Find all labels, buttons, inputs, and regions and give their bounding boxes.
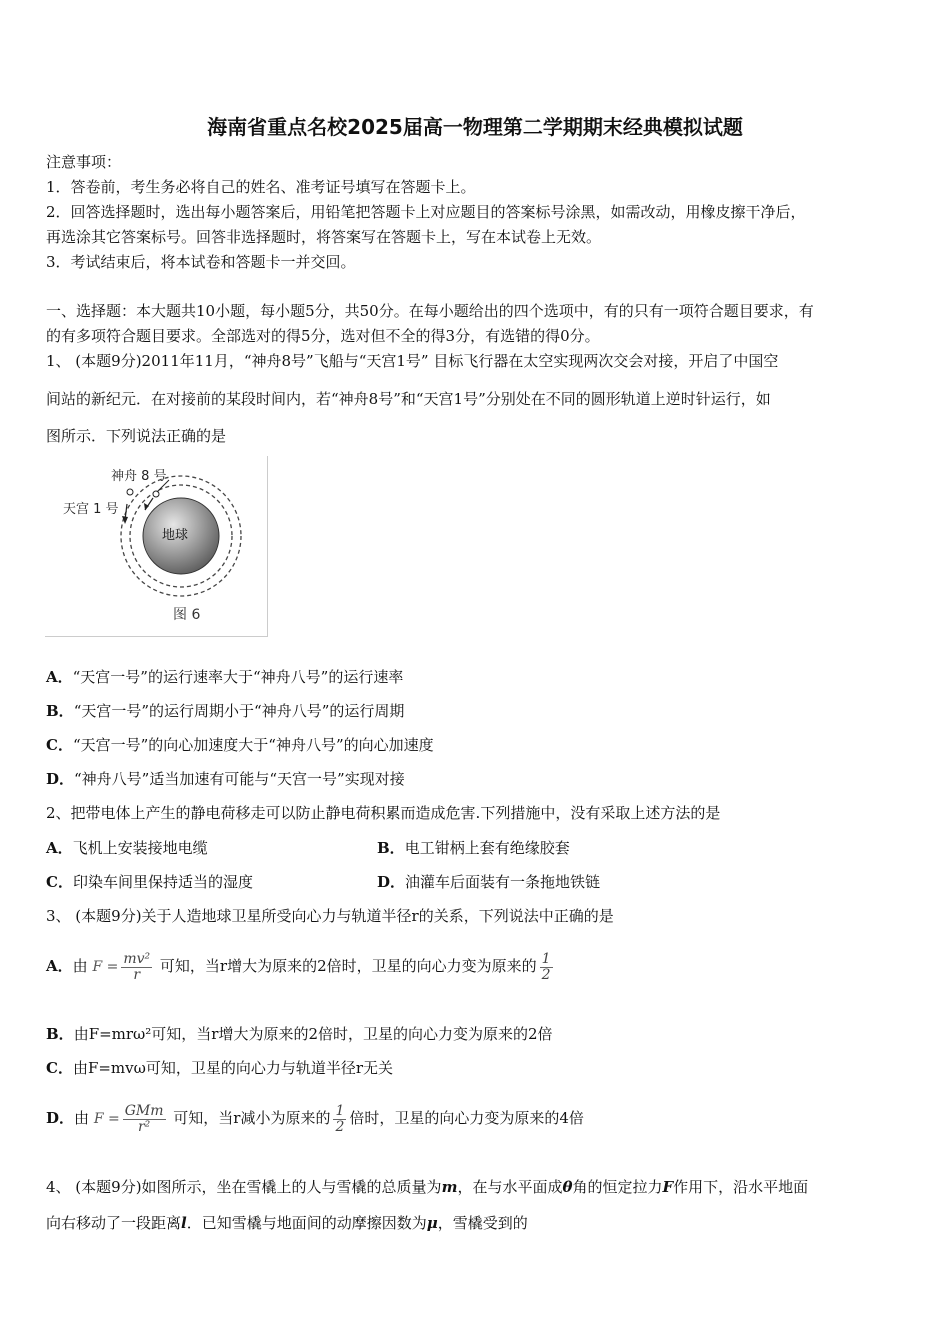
formula-lhs: F =: [93, 1111, 120, 1127]
formula-numerator: GMm: [124, 1102, 164, 1119]
formula-fraction: [123, 1104, 166, 1135]
option-key: D．: [46, 770, 75, 788]
orbit-diagram: [45, 456, 267, 636]
q4-text: 向右移动了一段距离: [46, 1214, 182, 1232]
q1-option-a: [46, 667, 403, 687]
q2-option-b: [377, 838, 570, 858]
option-text: 由F=mvω可知，卫星的向心力与轨道半径r无关: [72, 1059, 394, 1077]
option-key: A．: [46, 839, 73, 857]
q2-option-c: [46, 872, 253, 892]
option-key: B．: [46, 702, 74, 720]
fraction-half: [333, 1104, 346, 1135]
option-key: D．: [46, 1109, 75, 1127]
q4-text: ．已知雪橇与地面间的动摩擦因数为: [186, 1214, 427, 1232]
q1-option-b: [46, 701, 404, 721]
fraction-denominator: 2: [335, 1118, 345, 1135]
q4-text: 角的恒定拉力: [572, 1178, 663, 1196]
q4-text: 4、 (本题9分)如图所示，坐在雪橇上的人与雪橇的总质量为: [46, 1178, 442, 1196]
option-text: 印染车间里保持适当的湿度: [72, 873, 253, 891]
q4-stem-line1: [46, 1177, 808, 1197]
option-key: C．: [46, 1059, 73, 1077]
section-instructions: 一、选择题：本大题共10小题，每小题5分，共50分。在每小题给出的四个选项中，有的只有一项符合题目要求，有: [46, 302, 814, 320]
earth-label: 地球: [161, 528, 189, 543]
notice-item: 1．答卷前，考生务必将自己的姓名、准考证号填写在答题卡上。: [46, 178, 476, 196]
symbol-l: l: [181, 1214, 187, 1232]
formula-lhs: F =: [92, 959, 119, 975]
option-text: 油灌车后面装有一条拖地铁链: [405, 873, 601, 891]
option-prefix: 由: [74, 1109, 90, 1127]
q2-option-a: [46, 838, 208, 858]
formula-denominator: r²: [137, 1118, 151, 1135]
option-key: C．: [46, 873, 73, 891]
q3-option-b: [46, 1024, 553, 1044]
tiangong-marker: [127, 489, 133, 495]
notice-item: 3．考试结束后，将本试卷和答题卡一并交回。: [46, 253, 356, 271]
shenzhou-label: 神舟 8 号: [111, 469, 167, 484]
option-key: C．: [46, 736, 73, 754]
section-instructions: 的有多项符合题目要求。全部选对的得5分，选对但不全的得3分，有选错的得0分。: [46, 327, 600, 345]
option-prefix: 由: [72, 957, 88, 975]
option-key: A．: [46, 668, 73, 686]
fraction-half: [540, 952, 553, 983]
formula-fraction: [121, 952, 152, 983]
q1-stem: 间站的新纪元．在对接前的某段时间内，若“神舟8号”和“天宫1号”分别处在不同的圆形轨道上逆时针运行，如: [46, 390, 771, 408]
notice-item: 再选涂其它答案标号。回答非选择题时，将答案写在答题卡上，写在本试卷上无效。: [46, 228, 602, 246]
option-key: D．: [377, 873, 406, 891]
option-key: A．: [46, 957, 73, 975]
fraction-numerator: 1: [541, 950, 551, 967]
q3-option-c: [46, 1058, 393, 1078]
orbit-figure: [45, 456, 268, 637]
q3-option-d: [46, 1098, 584, 1139]
option-text: 飞机上安装接地电缆: [72, 839, 208, 857]
symbol-m: m: [441, 1178, 458, 1196]
page-title: 海南省重点名校2025届高一物理第二学期期末经典模拟试题: [207, 115, 743, 139]
figure-caption: 图 6: [173, 607, 201, 623]
tiangong-label: 天宫 1 号: [63, 502, 119, 517]
option-text: “神舟八号”适当加速有可能与“天宫一号”实现对接: [74, 770, 405, 788]
symbol-mu: μ: [426, 1214, 438, 1232]
option-text: 可知，当r增大为原来的2倍时，卫星的向心力变为原来的: [159, 957, 537, 975]
option-text: 电工钳柄上套有绝缘胶套: [404, 839, 570, 857]
formula-numerator: mv²: [123, 950, 151, 967]
option-key: B．: [377, 839, 405, 857]
symbol-f: F: [662, 1178, 674, 1196]
q4-stem-line2: [46, 1213, 528, 1233]
option-text: “天宫一号”的运行速率大于“神舟八号”的运行速率: [72, 668, 404, 686]
q2-option-d: [377, 872, 600, 892]
q4-text: 作用下，沿水平地面: [673, 1178, 809, 1196]
option-text: 由F=mrω²可知，当r增大为原来的2倍时，卫星的向心力变为原来的2倍: [73, 1025, 553, 1043]
q2-stem: 2、把带电体上产生的静电荷移走可以防止静电荷积累而造成危害.下列措施中，没有采取上述方法的是: [46, 804, 721, 822]
option-text: 倍时，卫星的向心力变为原来的4倍: [349, 1109, 584, 1127]
option-key: B．: [46, 1025, 74, 1043]
q1-option-c: [46, 735, 434, 755]
notice-heading: 注意事项：: [46, 153, 122, 171]
q4-text: ，在与水平面成: [457, 1178, 563, 1196]
formula-denominator: r: [133, 966, 141, 983]
q1-stem: 1、 (本题9分)2011年11月，“神舟8号”飞船与“天宫1号” 目标飞行器在太空实现两次交会对接，开启了中国空: [46, 352, 779, 370]
q4-text: ，雪橇受到的: [437, 1214, 528, 1232]
fraction-numerator: 1: [335, 1102, 345, 1119]
fraction-denominator: 2: [541, 966, 551, 983]
option-text: “天宫一号”的运行周期小于“神舟八号”的运行周期: [73, 702, 405, 720]
q1-option-d: [46, 769, 405, 789]
option-text: 可知，当r减小为原来的: [173, 1109, 331, 1127]
q1-stem: 图所示．下列说法正确的是: [46, 427, 227, 445]
q3-option-a: [46, 946, 556, 987]
symbol-theta: θ: [562, 1178, 573, 1196]
q3-stem: 3、 (本题9分)关于人造地球卫星所受向心力与轨道半径r的关系，下列说法中正确的是: [46, 907, 614, 925]
notice-item: 2．回答选择题时，选出每小题答案后，用铅笔把答题卡上对应题目的答案标号涂黑，如需改动，用橡皮擦干净后，: [46, 203, 806, 221]
option-text: “天宫一号”的向心加速度大于“神舟八号”的向心加速度: [72, 736, 434, 754]
shenzhou-marker: [153, 491, 159, 497]
